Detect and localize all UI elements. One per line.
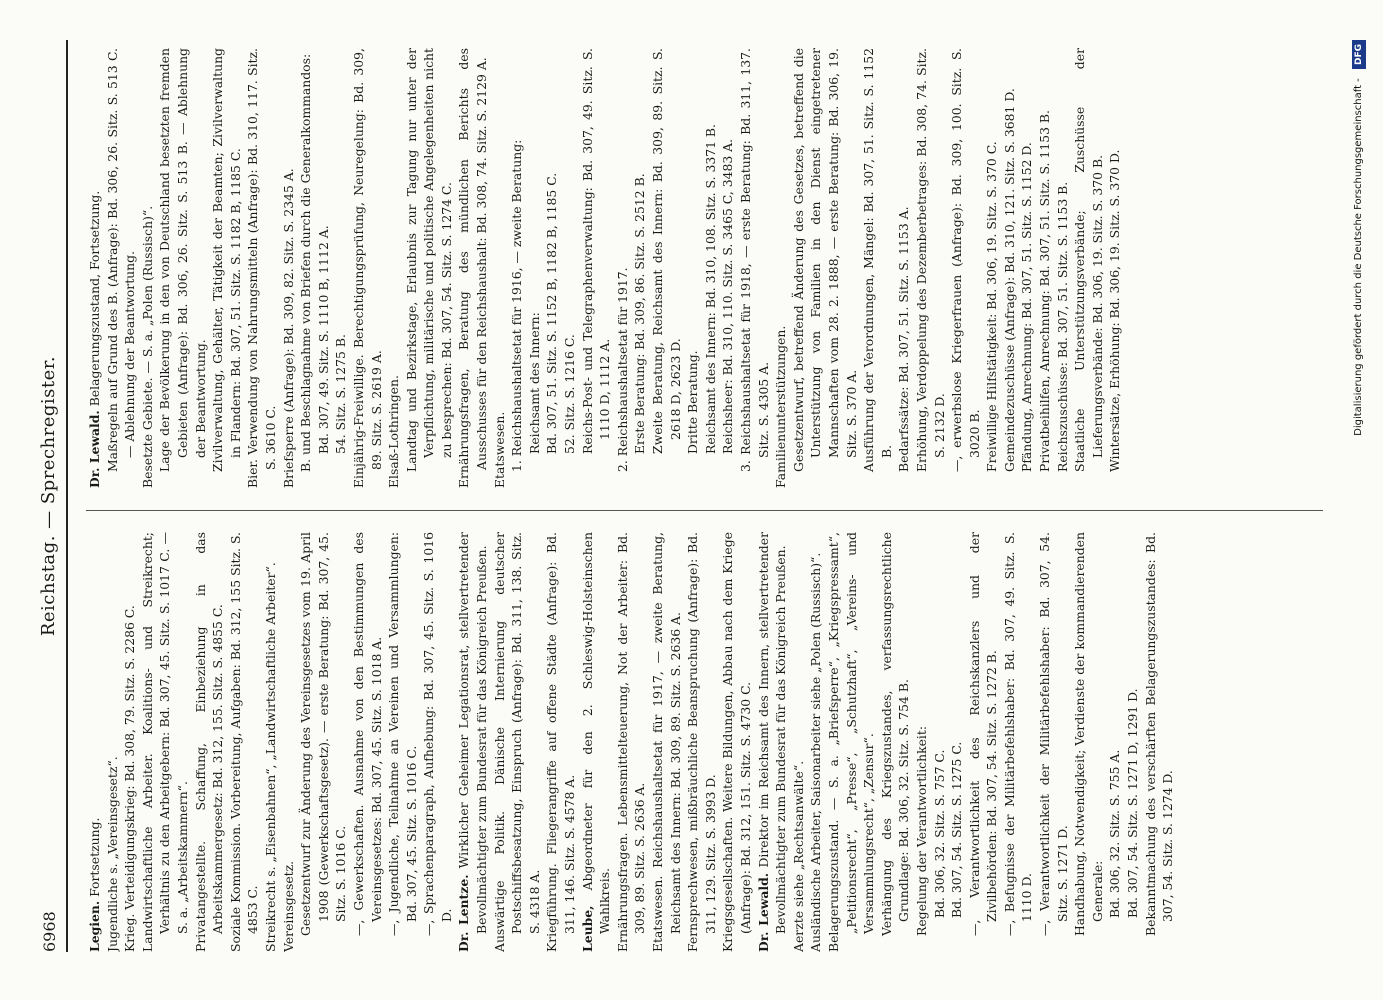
page-number: 6968 xyxy=(40,911,59,952)
speaker-description: Abgeordneter für den 2. Schleswig-Holsteinschen Wahlkreis. xyxy=(579,532,613,934)
index-entry: —, Verantwortlichkeit der Militärbefehlshaber: Bd. 307, 54. Sitz. S. 1271 D. xyxy=(1037,532,1070,936)
index-entry: Bd. 307, 51. Sitz. S. 1152 B, 1182 B, 1185 C. xyxy=(544,172,560,454)
speaker-name: Legien. xyxy=(87,900,102,952)
index-entry: Vereinsgesetz. xyxy=(280,860,296,952)
index-entry: Gemeindezuschüsse (Anfrage): Bd. 310, 121. Sitz. S. 3681 D. xyxy=(1001,88,1017,472)
index-entry: Landtag und Bezirkstage, Erlaubnis zur Tagung nur unter der Verpflichtung, militärische und politische Angelegenheiten nicht zu besprechen: Bd. 307, 54. Sitz. S. 1274 C. xyxy=(403,48,454,472)
index-entry: Bd. 306, 32. Sitz. S. 755 A. xyxy=(1107,749,1123,918)
index-entry: Freiwillige Hilfstätigkeit: Bd. 306, 19. Sitz. S. 370 C. xyxy=(984,141,1000,472)
index-entry: —, Verantwortlichkeit des Reichskanzlers und der Zivilbehörden: Bd. 307, 54. Sitz. S. 1272 B. xyxy=(966,532,1000,936)
index-entry: —, Befugnisse der Militärbefehlshaber: Bd. 307, 49. Sitz. S. 1110 D. xyxy=(1001,532,1035,936)
index-entry: Bier. Verwendung von Nahrungsmitteln (Anfrage): Bd. 310, 117. Sitz. S. 3610 C. xyxy=(245,48,278,488)
index-entry: Einjährig-Freiwillige. Berechtigungsprüfung, Neuregelung: Bd. 309, 89. Sitz. S. 2619 A. xyxy=(350,48,384,488)
index-entry: Privatbeihilfen, Anrechnung: Bd. 307, 51. Sitz. S. 1153 B. xyxy=(1037,110,1053,472)
index-entry: Bekanntmachung des verschärften Belagerungszustandes: Bd. 307, 54. Sitz. S. 1274 D. xyxy=(1142,532,1176,936)
index-entry: Landwirtschaftliche Arbeiter. Koalitions- und Streikrecht; Verhältnis zu den Arbeitgebern: Bd. 307, 45. Sitz. S. 1017 C. — S. a. „Arbeitskammern“. xyxy=(139,532,190,952)
index-entry: Streikrecht s. „Eisenbahnen“, „Landwirtschaftliche Arbeiter“. xyxy=(262,562,278,952)
speaker-entry xyxy=(455,532,490,952)
index-entry: —, Gewerkschaften. Ausnahme von den Bestimmungen des Vereinsgesetzes: Bd. 307, 45. Sitz. S. 1018 A. xyxy=(350,532,384,936)
index-entry: Soziale Kommission. Vorbereitung, Aufgaben: Bd. 312, 155 Sitz. S. 4853 C. xyxy=(227,532,261,952)
index-entry: 3. Reichshaushaltsetat für 1918, — erste Beratung: Bd. 311, 137. Sitz. S. 4305 A. xyxy=(737,48,771,472)
credit-text: Digitalisierung gefördert durch die Deutsche Forschungsgemeinschaft - xyxy=(1353,78,1364,436)
index-entry: Krieg. Verteidigungskrieg: Bd. 308, 79. Sitz. S. 2286 C. xyxy=(122,605,138,952)
index-entry: 1. Reichshaushaltsetat für 1916, — zweite Beratung: xyxy=(509,139,525,472)
index-entry: 2. Reichshaushaltsetat für 1917. xyxy=(614,267,630,472)
index-entry: Reichsamt des Innern: Bd. 310, 108. Sitz. S. 3371 B. xyxy=(702,124,718,454)
index-entry: Regelung der Verantwortlichkeit: xyxy=(913,725,929,936)
index-entry: Bd. 307, 54. Sitz. S. 1271 D, 1291 D. xyxy=(1125,688,1141,918)
speaker-name: Dr. Lewald. xyxy=(755,872,771,952)
index-entry: Ausländische Arbeiter, Saisonarbeiter siehe „Polen (Russisch)“. xyxy=(808,552,824,952)
speaker-entry xyxy=(86,48,104,488)
speaker-entry xyxy=(755,532,790,952)
index-entry: Jugendliche s. „Vereinsgesetz“. xyxy=(104,756,120,952)
index-entry: Verhängung des Kriegszustandes, verfassungsrechtliche Grundlage: Bd. 306, 32. Sitz. S. 754 B. xyxy=(878,532,912,936)
index-entry: Handhabung, Notwendigkeit; Verdienste der kommandierenden Generale: xyxy=(1072,532,1105,936)
index-entry: Bedarfssätze: Bd. 307, 51. Sitz. S. 1153 A. xyxy=(896,206,912,472)
index-entry: Erste Beratung: Bd. 309, 86. Sitz. S. 2512 B. xyxy=(632,173,648,454)
column-divider xyxy=(86,510,1323,511)
page-header xyxy=(36,40,68,952)
index-entry: Zweite Beratung, Reichsamt des Innern: Bd. 309, 89. Sitz. S. 2618 D, 2623 D. xyxy=(650,48,683,454)
index-entry: Bd. 306, 32. Sitz. S. 757 C. xyxy=(931,749,947,918)
index-entry: Privatangestellte. Schaffung, Einbeziehung in das Arbeitskammergesetz: Bd. 312, 155. Sitz. S. 4855 C. xyxy=(192,532,226,952)
index-entry: Pfändung, Anrechnung: Bd. 307, 51. Sitz. S. 1152 D. xyxy=(1019,142,1035,472)
index-entry: Gesetzentwurf zur Änderung des Vereinsgesetzes vom 19. April 1908 (Gewerkschaftsgesetz). — erste Beratung: Bd. 307, 45. Sitz. S. 1016 C. xyxy=(298,532,349,936)
index-entry: Elsaß-Lothringen. xyxy=(386,375,402,488)
index-entry: Gesetzentwurf, betreffend Änderung des Gesetzes, betreffend die Unterstützung von Familien in den Dienst eingetretener Mannschaften vom 28. 2. 1888, — erste Beratung: Bd. 306, 19. Sitz. S. 370 A. xyxy=(790,48,859,472)
index-entry: Bd. 307, 54. Sitz. S. 1275 C. xyxy=(949,741,965,918)
index-entry: Briefsperre (Anfrage): Bd. 309, 82. Sitz. S. 2345 A. xyxy=(280,168,296,488)
speaker-description: Fortsetzung. xyxy=(87,817,102,897)
index-entry: Kriegführung. Fliegerangriffe auf offene Städte (Anfrage): Bd. 311, 146. Sitz. S. 4578 A. xyxy=(544,532,578,952)
speaker-description: Direktor im Reichsamt des Innern, stellvertretender Bevollmächtigter zum Bundesrat für das Königreich Preußen. xyxy=(755,532,789,934)
page-title: Reichstag. — Sprechregister. xyxy=(38,355,59,637)
speaker-entry xyxy=(86,532,104,952)
index-entry: Erhöhung, Verdoppelung des Dezemberbetrages: Bd. 308, 74. Sitz. S. 2132 D. xyxy=(913,48,947,472)
index-entry: Auswärtige Politik. Dänische Internierung deutscher Postschiffsbesatzung, Einspruch (Anfrage): Bd. 311, 138. Sitz. S. 4318 A. xyxy=(491,532,542,952)
index-entry: Kriegsgesellschaften. Weitere Bildungen, Abbau nach dem Kriege (Anfrage): Bd. 312, 151. Sitz. S. 4730 C. xyxy=(720,532,753,952)
index-entry: Dritte Beratung. xyxy=(685,350,701,454)
index-entry: Etatswesen. Reichshaushaltsetat für 1917, — zweite Beratung, Reichsamt des Innern: Bd. 309, 89. Sitz. S. 2636 A. xyxy=(650,532,683,952)
index-entry: Ausführung der Verordnungen, Mängel: Bd. 307, 51. Sitz. S. 1152 B. xyxy=(861,48,894,472)
index-entry: 54. Sitz. S. 1275 B. xyxy=(333,334,349,454)
index-entry: Ernährungsfragen, Beratung des mündlichen Berichts des Ausschusses für den Reichshaushalt: Bd. 308, 74. Sitz. S. 2129 A. xyxy=(456,48,490,488)
speaker-description: Belagerungszustand, Fortsetzung. xyxy=(87,190,102,407)
speaker-description: Wirklicher Geheimer Legationsrat, stellvertretender Bevollmächtigter zum Bundesrat für das Königreich Preußen. xyxy=(456,532,490,934)
left-column xyxy=(86,532,1343,952)
speaker-entry xyxy=(579,532,614,952)
index-entry: Staatliche Unterstützungsverbände; Zuschüsse der Lieferungsverbände: Bd. 306, 19. Sitz. S. 370 B. xyxy=(1072,48,1105,472)
right-column xyxy=(86,48,1343,488)
speaker-name: Leube, xyxy=(579,905,595,952)
index-entry: B. und Beschlagnahme von Briefen durch die Generalkommandos: xyxy=(298,53,314,472)
index-entry: Besetzte Gebiete. — S. a. „Polen (Russisch)“. xyxy=(139,205,155,488)
index-entry: —, erwerbslose Kriegerfrauen (Anfrage): Bd. 309, 100. Sitz. S. 3020 B. xyxy=(949,48,982,472)
index-entry: Familienunterstützungen. xyxy=(773,325,789,488)
index-entry: Zivilverwaltung, Gehälter, Tätigkeit der Beamten; Zivilverwaltung in Flandern: Bd. 307, 51. Sitz. S. 1182 B, 1185 C. xyxy=(210,48,243,472)
index-entry: Bd. 307, 49. Sitz. S. 1110 B, 1112 A. xyxy=(315,225,331,454)
index-entry: Etatswesen. xyxy=(491,411,507,488)
index-entry: Aerzte siehe „Rechtsanwälte“. xyxy=(790,760,806,952)
index-entry: Reichszuschüsse: Bd. 307, 51. Sitz. S. 1153 B. xyxy=(1054,181,1070,472)
index-entry: —, Jugendliche, Teilnahme an Vereinen und Versammlungen: Bd. 307, 45. Sitz. S. 1016 C. xyxy=(386,532,419,936)
speaker-name: Dr. Lewald. xyxy=(87,410,102,488)
index-entry: 52. Sitz. S. 1216 C. xyxy=(562,334,578,454)
index-entry: Wintersätze, Erhöhung: Bd. 306, 19. Sitz. S. 370 D. xyxy=(1107,149,1123,472)
index-entry: Lage der Bevölkerung in den von Deutschland besetzten fremden Gebieten (Anfrage): Bd. 306, 26. Sitz. S. 513 B. — Ablehnung der Beantwortung. xyxy=(157,48,208,472)
index-entry: Fernsprechwesen, mißbräuchliche Beanspruchung (Anfrage): Bd. 311, 129. Sitz. S. 3993 D. xyxy=(685,532,718,952)
index-entry: Reichsheer: Bd. 310, 110. Sitz. S. 3465 C, 3483 A. xyxy=(720,138,736,454)
speaker-name: Dr. Lentze. xyxy=(456,874,472,952)
index-entry: Maßregeln auf Grund des B. (Anfrage): Bd. 306, 26. Sitz. S. 513 C. — Ablehnung der Beantwortung. xyxy=(104,48,138,472)
index-entry: Ernährungsfragen. Lebensmittelteuerung, Not der Arbeiter: Bd. 309, 89. Sitz. S. 2636 A. xyxy=(614,532,648,952)
index-entry: Reichsamt des Innern: xyxy=(526,312,542,454)
digitization-credit xyxy=(1352,40,1372,960)
index-entry: —, Sprachenparagraph, Aufhebung: Bd. 307, 45. Sitz. S. 1016 D. xyxy=(421,532,454,936)
index-entry: Reichs-Post- und Telegraphenverwaltung: Bd. 307, 49. Sitz. S. 1110 D, 1112 A. xyxy=(579,48,613,454)
dfg-logo-badge: DFG xyxy=(1352,40,1366,69)
index-entry: Belagerungszustand. — S. a. „Briefsperre“, „Kriegspressamt“, „Petitionsrecht“, „Presse“, „Schutzhaft“, „Vereins- und Versammlungsrecht“, „Zensur“. xyxy=(825,532,877,952)
